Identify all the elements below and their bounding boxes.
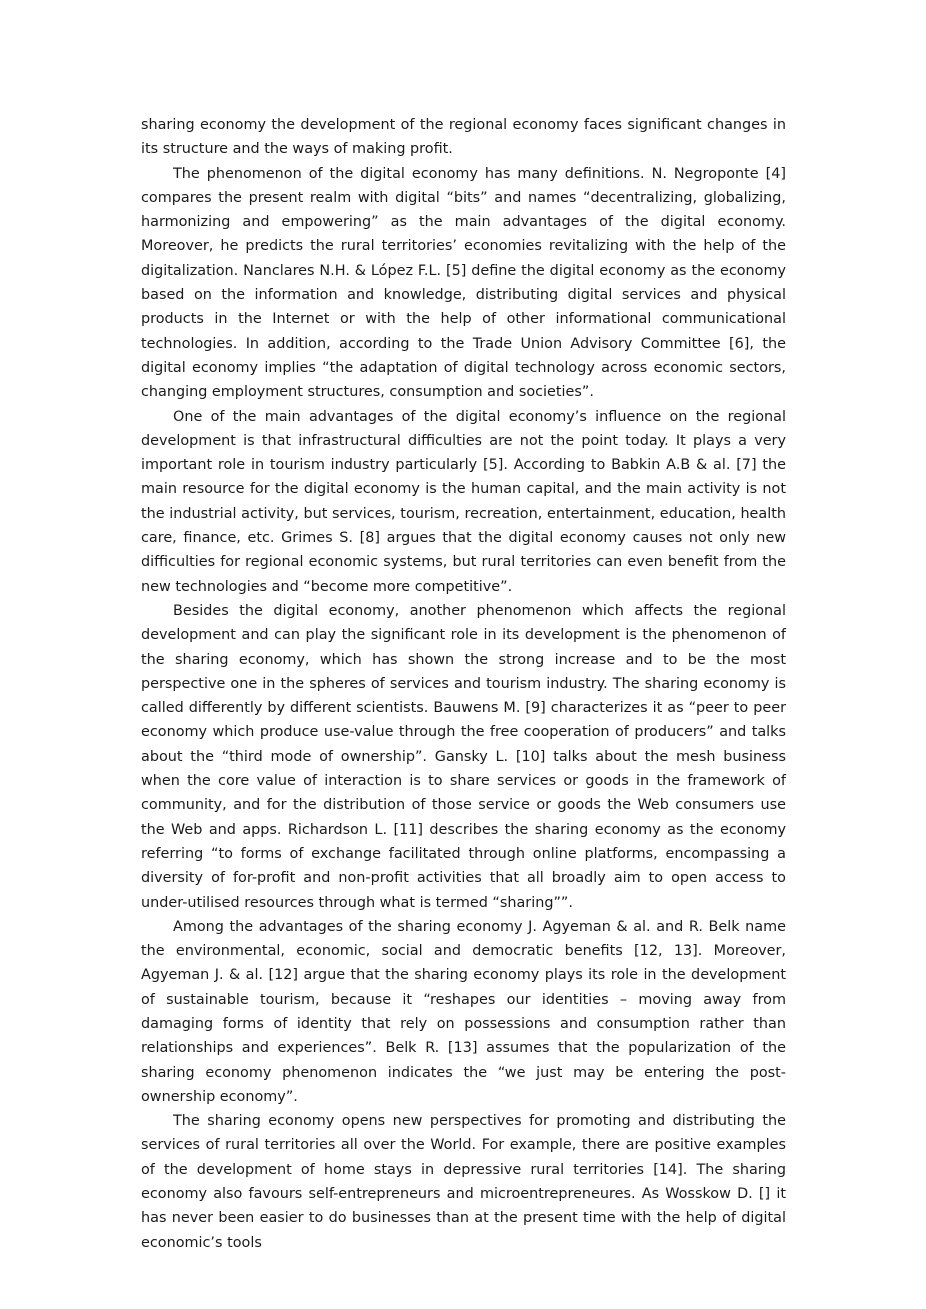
paragraph-3: One of the main advantages of the digital economy’s influence on the regional development is that infrastructural difficulties are not the point today. It plays a very important role in tourism industry particularly [5]. According to Babkin A.B & al. [7] the main resource for the digital economy is the human capital, and the main activity is not the industrial activity, but services, tourism, recreation, entertainment, education, health care, finance, etc. Grimes S. [8] argues that the digital economy causes not only new difficulties for regional economic systems, but rural territories can even benefit from the new technologies and “become more competitive”.	[141, 408, 786, 595]
paragraph-2: The phenomenon of the digital economy has many definitions. N. Negroponte [4] compares the present realm with digital “bits” and names “decentralizing, globalizing, harmonizing and empowering” as the main advantages of the digital economy. Moreover, he predicts the rural territories’ economies revitalizing with the help of the digitalization. Nanclares N.H. & López F.L. [5] define the digital economy as the economy based on the information and knowledge, distributing digital services and physical products in the Internet or with the help of other informational communicational technologies. In addition, according to the Trade Union Advisory Committee [6], the digital economy implies “the adaptation of digital technology across economic sectors, changing employment structures, consumption and societies”.	[141, 165, 786, 401]
paragraph-6: The sharing economy opens new perspectives for promoting and distributing the services of rural territories all over the World. For example, there are positive examples of the development of home stays in depressive rural territories [14]. The sharing economy also favours self-entrepreneurs and microentrepreneures. As Wosskow D. [] it has never been easier to do businesses than at the present time with the help of digital economic’s tools	[141, 1113, 786, 1251]
paragraph-5: Among the advantages of the sharing economy J. Agyeman & al. and R. Belk name the environmental, economic, social and democratic benefits [12, 13]. Moreover, Agyeman J. & al. [12] argue that the sharing economy plays its role in the development of sustainable tourism, because it “reshapes our identities – moving away from damaging forms of identity that rely on possessions and consumption rather than relationships and experiences”. Belk R. [13] assumes that the popularization of the sharing economy phenomenon indicates the “we just may be entering the post-ownership economy”.	[141, 918, 786, 1105]
paragraph-4: Besides the digital economy, another phenomenon which affects the regional development and can play the significant role in its development is the phenomenon of the sharing economy, which has shown the strong increase and to be the most perspective one in the spheres of services and tourism industry. The sharing economy is called differently by different scientists. Bauwens M. [9] characterizes it as “peer to peer economy which produce use-value through the free cooperation of producers” and talks about the “third mode of ownership”. Gansky L. [10] talks about the mesh business when the core value of interaction is to share services or goods in the framework of community, and for the distribution of those service or goods the Web consumers use the Web and apps. Richardson L. [11] describes the sharing economy as the economy referring “to forms of exchange facilitated through online platforms, encompassing a diversity of for-profit and non-profit activities that all broadly aim to open access to under-utilised resources through what is termed “sharing””.	[141, 602, 786, 911]
paragraph-1: sharing economy the development of the regional economy faces significant changes in its structure and the ways of making profit.	[141, 117, 786, 158]
document-body	[141, 113, 786, 1255]
